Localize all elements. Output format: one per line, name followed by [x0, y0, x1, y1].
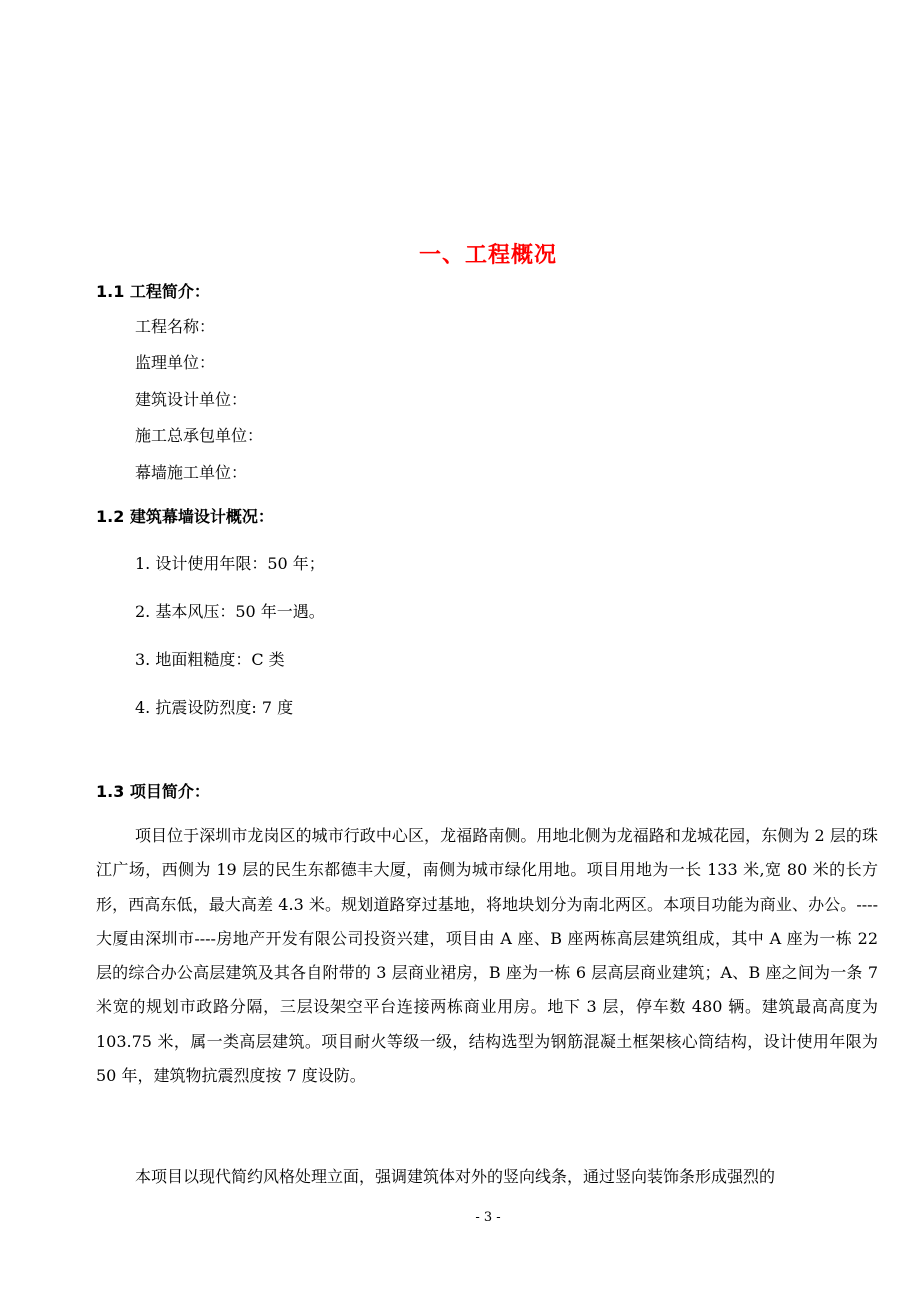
field-supervision-unit: 监理单位：: [135, 353, 216, 372]
field-general-contractor: 施工总承包单位：: [135, 426, 264, 445]
field-architectural-design-unit: 建筑设计单位：: [135, 390, 248, 409]
list-item-ground-roughness: 3. 地面粗糙度：C 类: [135, 650, 285, 669]
section-heading-project-overview: 1.3 项目简介：: [96, 782, 210, 801]
list-item-wind-pressure: 2. 基本风压：50 年一遇。: [135, 602, 325, 621]
list-item-design-life: 1. 设计使用年限：50 年；: [135, 554, 325, 573]
page-number: - 3 -: [475, 1210, 501, 1225]
section-heading-curtain-wall-design: 1.2 建筑幕墙设计概况：: [96, 507, 274, 526]
page-title: 一、工程概况: [418, 243, 557, 268]
field-project-name: 工程名称：: [135, 317, 216, 336]
list-item-seismic-intensity: 4. 抗震设防烈度: 7 度: [135, 698, 294, 717]
field-curtain-wall-contractor: 幕墙施工单位：: [135, 463, 248, 482]
paragraph-facade-style: 本项目以现代简约风格处理立面，强调建筑体对外的竖向线条，通过竖向装饰条形成强烈的: [135, 1167, 776, 1186]
section-heading-project-intro: 1.1 工程简介：: [96, 282, 210, 301]
paragraph-project-overview: 项目位于深圳市龙岗区的城市行政中心区，龙福路南侧。用地北侧为龙福路和龙城花园，东侧为 2 层的珠江广场，西侧为 19 层的民生东都德丰大厦，南侧为城市绿化用地。项目用地为一长 133 米,宽 80 米的长方形，西高东低，最大高差 4.3 米。规划道路穿过基地，将地块划分为南北两区。本项目功能为商业、办公。----大厦由深圳市----房地产开发有限公司投资兴建，项目由 A 座、B 座两栋高层建筑组成，其中 A 座为一栋 22 层的综合办公高层建筑及其各自附带的 3 层商业裙房，B 座为一栋 6 层高层商业建筑；A、B 座之间为一条 7 米宽的规划市政路分隔，三层设架空平台连接两栋商业用房。地下 3 层，停车数 480 辆。建筑最高高度为 103.75 米，属一类高层建筑。项目耐火等级一级，结构选型为钢筋混凝土框架核心筒结构，设计使用年限为 50 年，建筑物抗震烈度按 7 度设防。: [96, 826, 878, 1086]
